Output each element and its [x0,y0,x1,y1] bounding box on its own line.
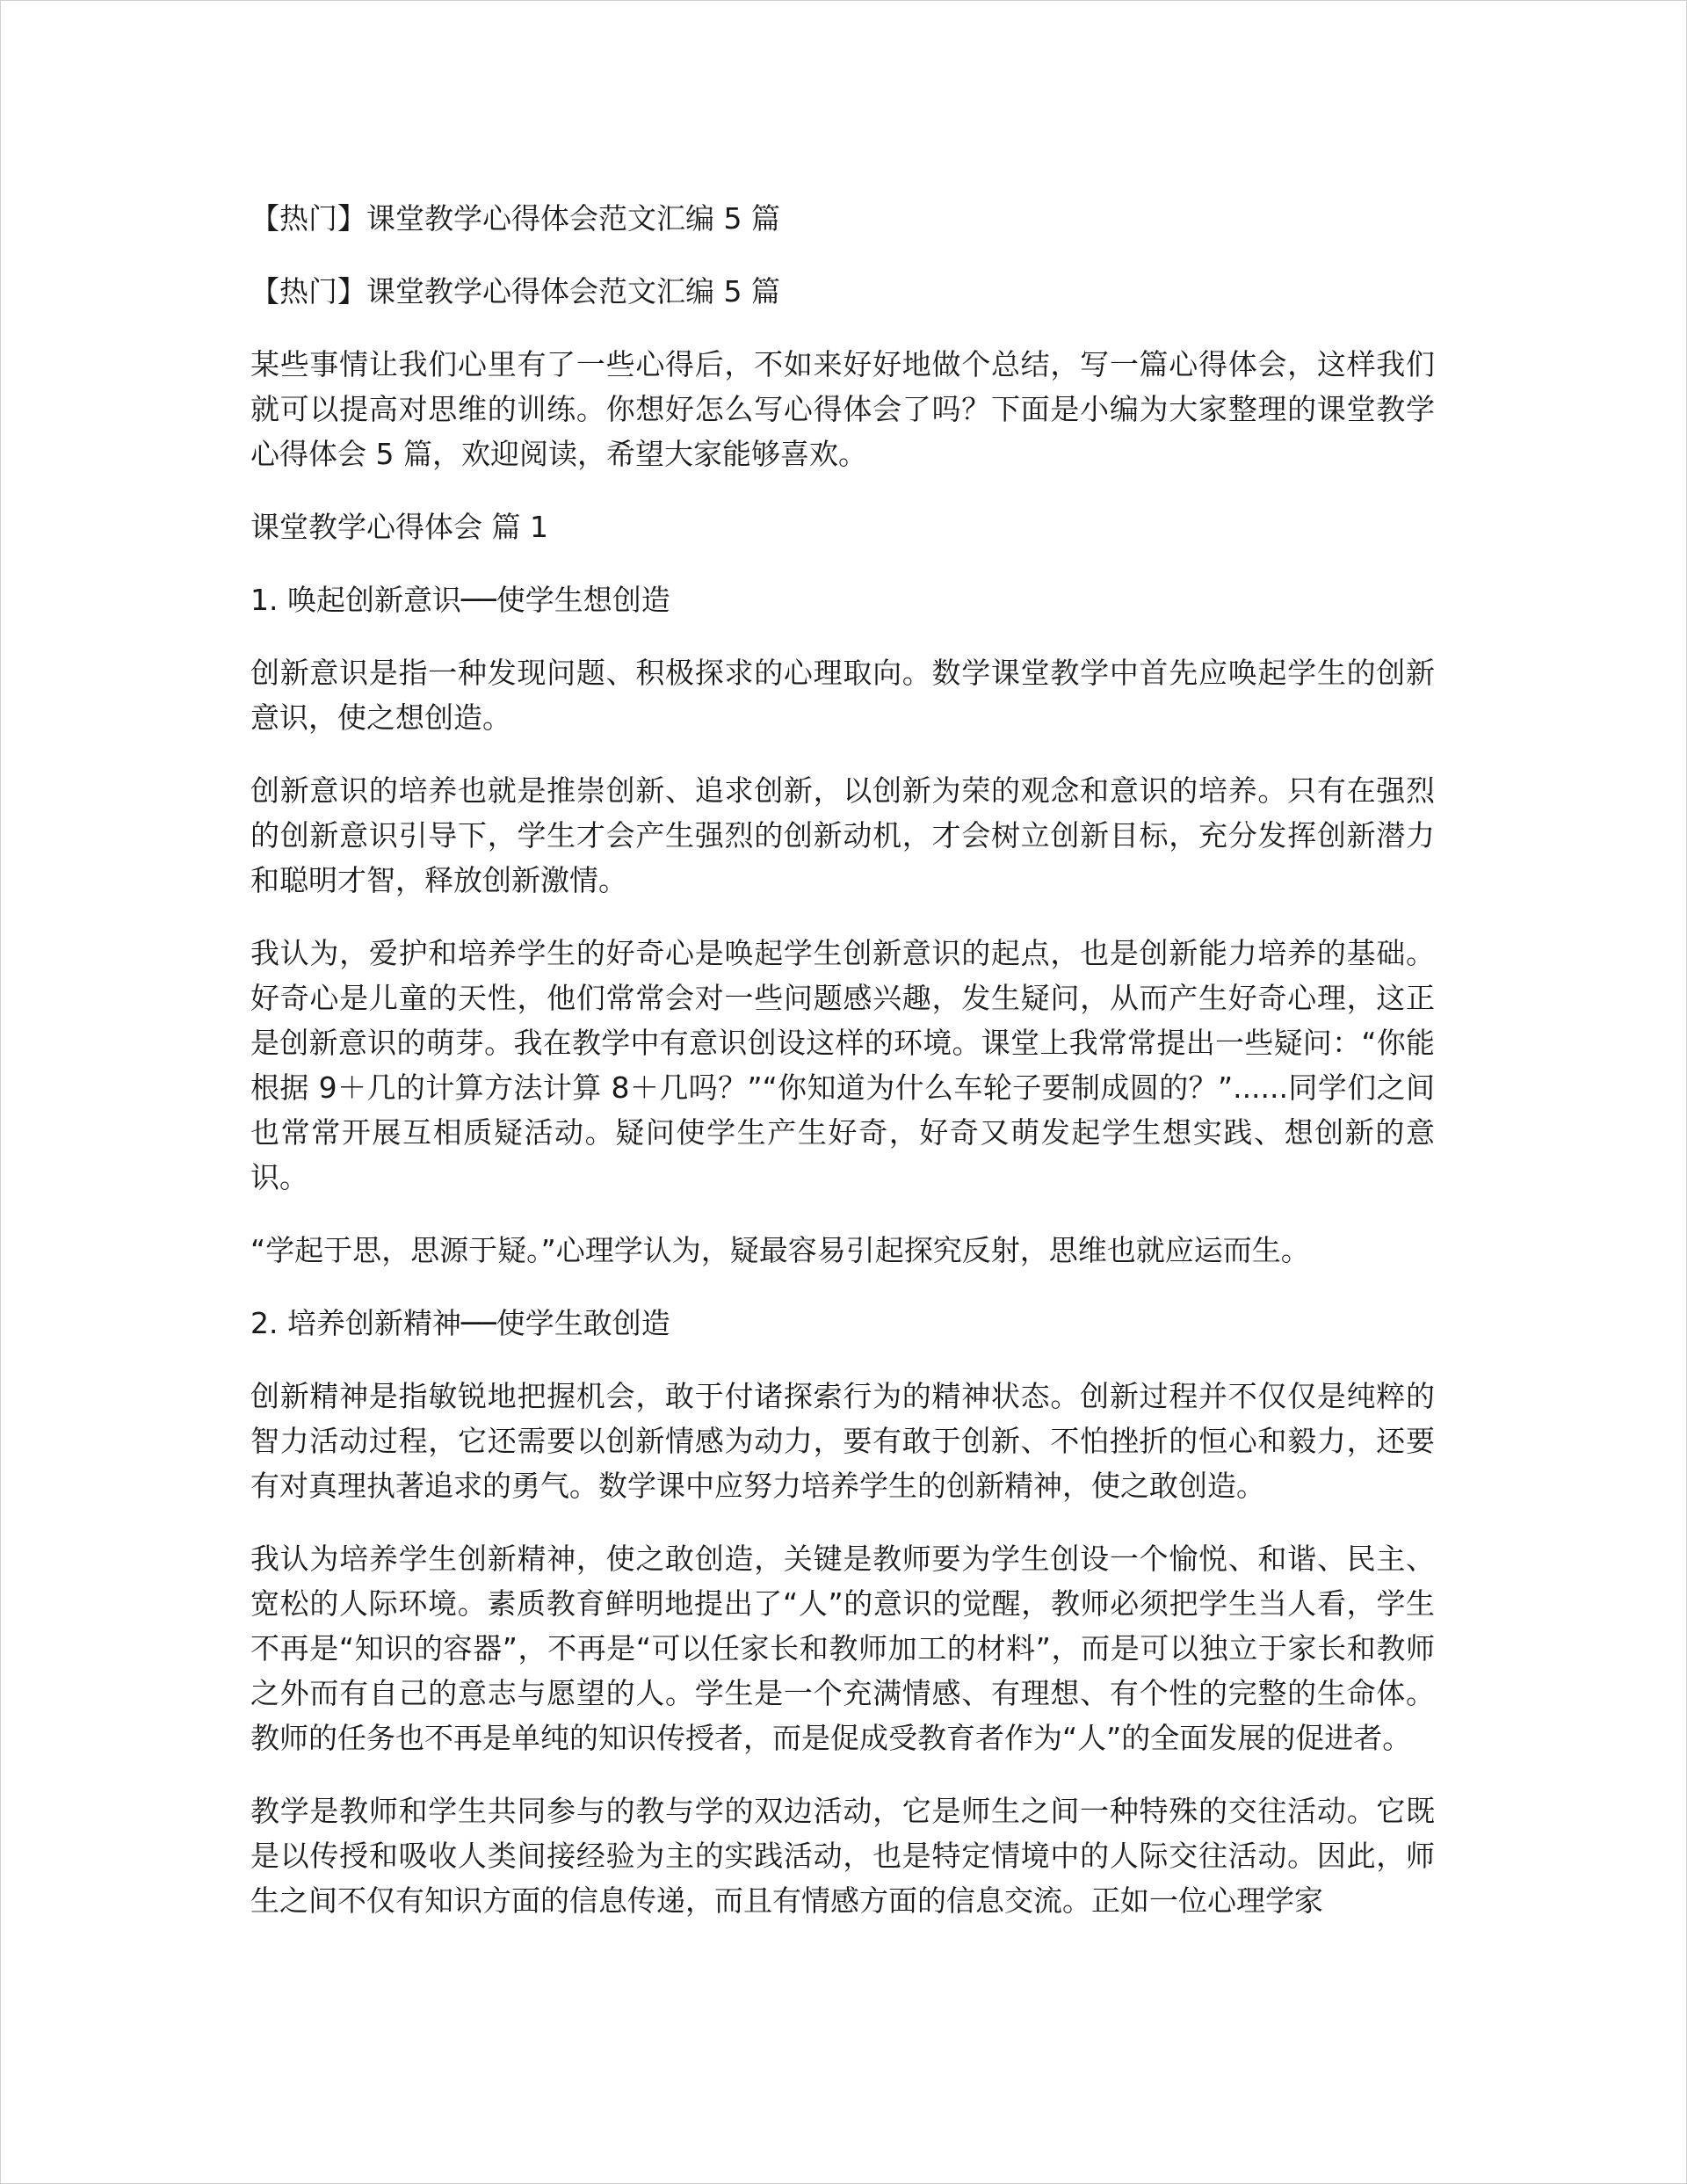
paragraph-1: 创新意识是指一种发现问题、积极探求的心理取向。数学课堂教学中首先应唤起学生的创新意识，使之想创造。 [250,656,1435,735]
paragraph-5: 创新精神是指敏锐地把握机会，敢于付诸探索行为的精神状态。创新过程并不仅仅是纯粹的智力活动过程，它还需要以创新情感为动力，要有敢于创新、不怕挫折的恒心和毅力，还要有对真理执著追求的勇气。数学课中应努力培养学生的创新精神，使之敢创造。 [250,1379,1435,1503]
document-title: 【热门】课堂教学心得体会范文汇编 5 篇 [250,201,780,236]
paragraph-3: 我认为，爱护和培养学生的好奇心是唤起学生创新意识的起点，也是创新能力培养的基础。好奇心是儿童的天性，他们常常会对一些问题感兴趣，发生疑问，从而产生好奇心理，这正是创新意识的萌芽。我在教学中有意识创设这样的环境。课堂上我常常提出一些疑问：“你能根据 9＋几的计算方法计算 8＋几吗？”“你知道为什么车轮子要制成圆的？”......同学们之间也常常开展互相质疑活动。疑问使学生产生好奇，好奇又萌发起学生想实践、想创新的意识。 [250,936,1435,1194]
document-body [250,196,1435,1951]
document-subtitle: 【热门】课堂教学心得体会范文汇编 5 篇 [250,274,780,308]
paragraph-7: 教学是教师和学生共同参与的教与学的双边活动，它是师生之间一种特殊的交往活动。它既是以传授和吸收人类间接经验为主的实践活动，也是特定情境中的人际交往活动。因此，师生之间不仅有知识方面的信息传递，而且有情感方面的信息交流。正如一位心理学家 [250,1794,1435,1918]
point-2-heading: 2. 培养创新精神──使学生敢创造 [250,1306,670,1340]
intro-paragraph: 某些事情让我们心里有了一些心得后，不如来好好地做个总结，写一篇心得体会，这样我们就可以提高对思维的训练。你想好怎么写心得体会了吗？下面是小编为大家整理的课堂教学心得体会 5 篇，欢迎阅读，希望大家能够喜欢。 [250,347,1435,471]
point-1-heading: 1. 唤起创新意识──使学生想创造 [250,583,670,617]
paragraph-4: “学起于思，思源于疑。”心理学认为，疑最容易引起探究反射，思维也就应运而生。 [250,1233,1310,1267]
paragraph-6: 我认为培养学生创新精神，使之敢创造，关键是教师要为学生创设一个愉悦、和谐、民主、宽松的人际环境。素质教育鲜明地提出了“人”的意识的觉醒，教师必须把学生当人看，学生不再是“知识的容器”，不再是“可以任家长和教师加工的材料”，而是可以独立于家长和教师之外而有自己的意志与愿望的人。学生是一个充满情感、有理想、有个性的完整的生命体。教师的任务也不再是单纯的知识传授者，而是促成受教育者作为“人”的全面发展的促进者。 [250,1542,1435,1755]
paragraph-2: 创新意识的培养也就是推崇创新、追求创新，以创新为荣的观念和意识的培养。只有在强烈的创新意识引导下，学生才会产生强烈的创新动机，才会树立创新目标，充分发挥创新潜力和聪明才智，释放创新激情。 [250,773,1435,897]
section-heading: 课堂教学心得体会 篇 1 [250,510,548,544]
